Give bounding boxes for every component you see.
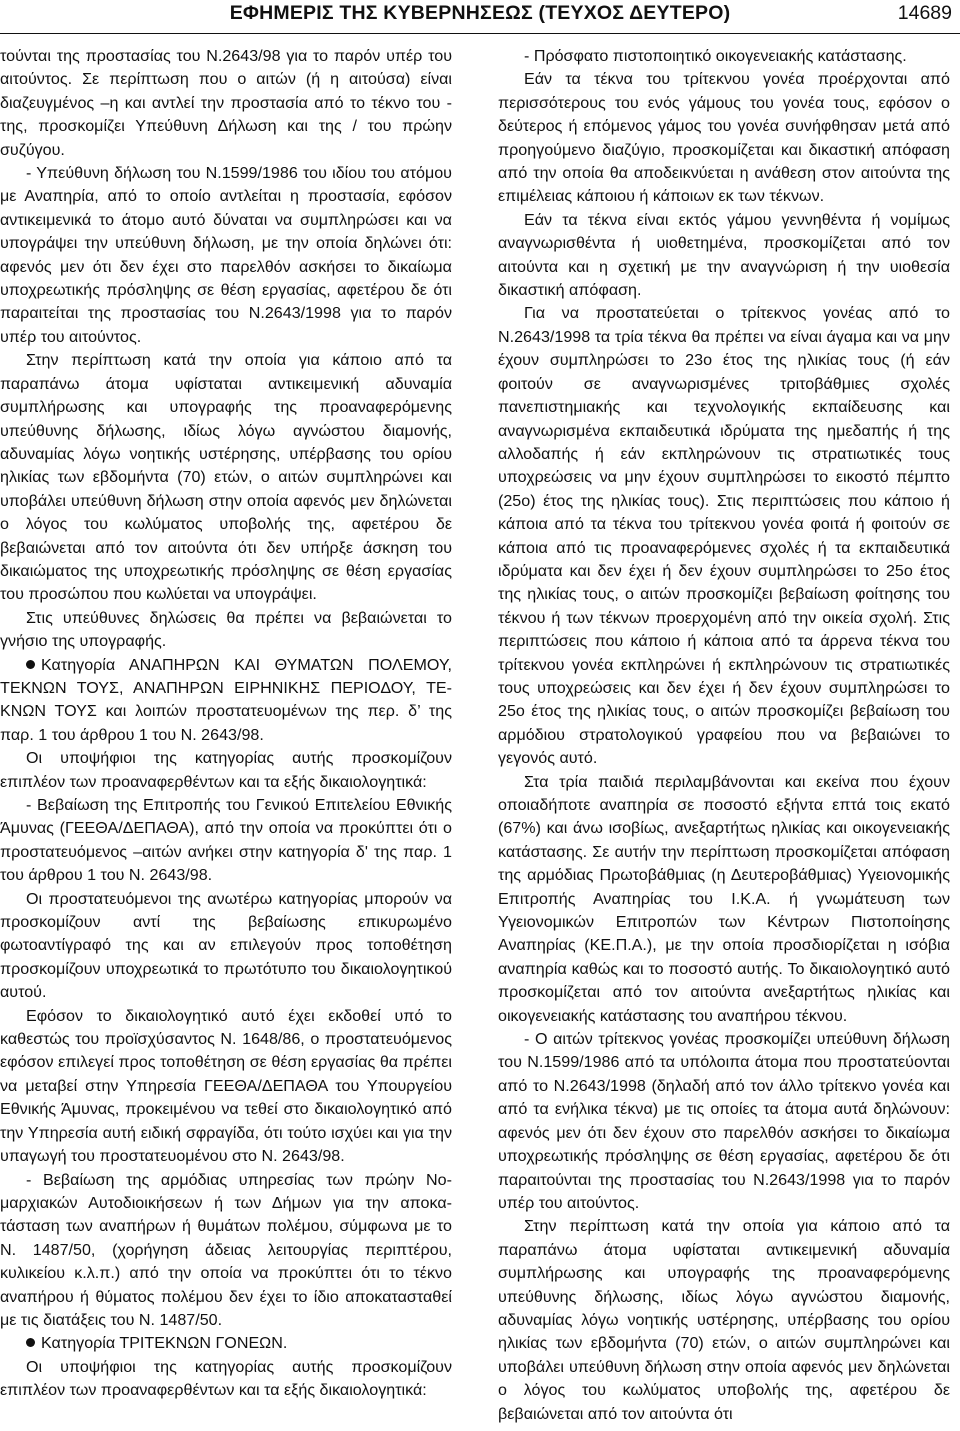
- paragraph: - Πρόσφατο πιστοποιητικό οικογενειακής κατάστασης.: [524, 47, 907, 65]
- paragraph: τούνται της προστασίας του Ν.2643/98 για το παρόν υπέρ του αιτούντος. Σε περίπτωση που ο αιτών (ή η αιτούσα) είναι διαζευγμένος –η και αντλεί την προστασία από το τέκνο του - της, προσκομίζει Υπεύθυνη Δήλωση και της / του πρώην συζύγου.: [0, 47, 452, 159]
- gazette-title: ΕΦΗΜΕΡΙΣ ΤΗΣ ΚΥΒΕΡΝΗΣΕΩΣ (ΤΕΥΧΟΣ ΔΕΥΤΕΡΟ): [229, 2, 731, 24]
- paragraph: - Βεβαίωση της αρμόδιας υπηρεσίας των πρώην Νομαρχιακών Αυτοδιοικήσεων ή των Δήμων για την αποκατάσταση των αναπήρων ή θυμάτων πολέμου, σύμφωνα με το Ν. 1487/50, (χορήγηση άδειας λειτουργίας περιπτέρου, κυλικείου κ.λ.π.) από την οποία να προκύπτει ότι το τέκνο αναπήρου ή θύματος πολέμου δεν έχει το ίδιο αποκατασταθεί με τις διατάξεις του Ν. 1487/50.: [0, 1170, 452, 1329]
- page-header: [0, 0, 960, 32]
- bullet-paragraph: [0, 654, 452, 748]
- paragraph: Στα τρία παιδιά περιλαμβάνονται και εκείνα που έχουν οποιαδήποτε αναπηρία σε ποσοστό εξήντα επτά τοις εκατό (67%) και άνω ισοβίως, ανεξαρτήτως ηλικίας και οικογενειακής κατάστασης. Σε αυτήν την περίπτωση προσκομίζεται απόφαση της αρμόδιας Πρωτοβάθμιας (η Δευτεροβάθμιας) Υγειονομικής Επιτροπής Αναπηρίας του Ι.Κ.Α. ή γνωμάτευση των Υγειονομικών Επιτροπών των Κέντρων Πιστοποίησης Αναπηρίας (ΚΕ.Π.Α.), με την οποία προσδιορίζεται η ισόβια αναπηρία καθώς και το ποσοστό αυτής. Το δικαιολογητικό αυτό προσκομίζεται από τον αιτούντα ανεξαρτήτως ηλικίας και οικογενειακής κατάστασης του αναπήρου τέκνου.: [498, 772, 950, 1025]
- bullet-icon: [26, 660, 35, 669]
- bullet-icon: [26, 1338, 35, 1347]
- paragraph: - Υπεύθυνη δήλωση του Ν.1599/1986 του ιδίου του ατόμου με Αναπηρία, από το οποίο αντλείται η προστασία, εφόσον αντικειμενικά το άτομο αυτό δύναται να συμπληρώσει και να υπογράψει την υπεύθυνη δήλωση, με την οποία δηλώνει ότι: αφενός μεν ότι δεν έχει στο παρελθόν ασκήσει το δικαίωμα υποχρεωτικής πρόσληψης σε θέση εργασίας, αφετέρου δε ότι παραιτείται της προστασίας του Ν.2643/1998 για το παρόν υπέρ του αιτούντος.: [0, 164, 452, 346]
- paragraph: - Ο αιτών τρίτεκνος γονέας προσκομίζει υπεύθυνη δήλωση του Ν.1599/1986 από τα υπόλοιπα άτομα που προστατεύονται από το Ν.2643/1998 (δηλαδή από τον άλλο τρίτεκνο γονέα και από τα ενήλικα τέκνα) με τις οποίες τα άτομα αυτά δηλώνουν: αφενός μεν ότι δεν έχουν στο παρελθόν ασκήσει το δικαίωμα υποχρεωτικής πρόσληψης σε θέση εργασίας, αφετέρου δε ότι παραιτούνται της προστασίας του Ν.2643/1998 για το παρόν υπέρ του αιτούντος.: [498, 1030, 950, 1212]
- bullet-text: Κατηγορία ΑΝΑΠΗΡΩΝ ΚΑΙ ΘΥΜΑΤΩΝ ΠΟΛΕΜΟΥ, ΤΕΚΝΩΝ ΤΟΥΣ, ΑΝΑΠΗΡΩΝ ΕΙΡΗΝΙΚΗΣ ΠΕΡΙΟΔΟΥ, ΤΕΚΝΩΝ ΤΟΥΣ και λοιπών προστατευομένων της περ. δ’ της παρ. 1 του άρθρου 1 του Ν. 2643/98.: [0, 655, 452, 744]
- paragraph: - Βεβαίωση της Επιτροπής του Γενικού Επιτελείου Εθνικής Άμυνας (ΓΕΕΘΑ/ΔΕΠΑΘΑ), από την οποία να προκύπτει ότι ο προστατευόμενος –αιτών ανήκει στην κατηγορία δ' της παρ. 1 του άρθρου 1 του Ν. 2643/98.: [0, 796, 452, 885]
- left-column: [0, 45, 452, 1403]
- paragraph: Για να προστατεύεται ο τρίτεκνος γονέας από το Ν.2643/1998 τα τρία τέκνα θα πρέπει να είναι άγαμα και να μην έχουν συμπληρώσει το 23ο έτος της ηλικίας τους (ή εάν φοιτούν σε αναγνωρισμένες τριτοβάθμιες σχολές πανεπιστημιακής και τεχνολογικής εκπαίδευσης και αναγνωρισμένα εκπαιδευτικά ιδρύματα της ημεδαπής ή της αλλοδαπής ή εάν εκπληρώνουν τις στρατιωτικές τους υποχρεώσεις να μην έχουν συμπληρώσει το εικοστό πέμπτο (25ο) έτος της ηλικίας τους). Στις περιπτώσεις που κάποιο ή κάποια από τα τέκνα του τρίτεκνου γονέα φοιτά ή φοιτούν σε κάποια από τις προαναφερόμενες σχολές ή τα εκπαιδευτικά ιδρύματα και δεν έχει ή δεν έχουν συμπληρώσει το 25ο έτος της ηλικίας τους, ο αιτών προσκομίζει βεβαίωση φοίτησης του τέκνου ή των τέκνων προερχομένη από την οικεία σχολή. Στις περιπτώσεις που κάποιο ή κάποια από τα άρρενα τέκνα του τρίτεκνου γονέα εκπληρώνει ή εκπληρώνουν τις στρατιωτικές τους υποχρεώσεις και δεν έχει ή δεν έχουν συμπληρώσει το 25ο έτος της ηλικίας τους, ο αιτών προσκομίζει βεβαίωση του αρμόδιου στρατολογικού γραφείου που να βεβαιώνει το γεγονός αυτό.: [498, 304, 950, 768]
- header-divider: [0, 33, 960, 34]
- paragraph: Οι προστατευόμενοι της ανωτέρω κατηγορίας μπορούν να προσκομίζουν αντί της βεβαίωσης επικυρωμένο φωτοαντίγραφό της και αν επιλεγούν προς τοποθέτηση προσκομίζουν υποχρεωτικά το πρωτότυπο του δικαιολογητικού αυτού.: [0, 889, 452, 1002]
- paragraph: Στην περίπτωση κατά την οποία για κάποιο από τα παραπάνω άτομα υφίσταται αντικειμενική αδυναμία συμπλήρωσης και υπογραφής της προαναφερόμενης υπεύθυνης δήλωσης, ιδίως λόγω αγνώστου διαμονής, αδυναμίας λόγω νοητικής υστέρησης, υπέρβασης του ορίου ηλικίας των εβδομήντα (70) ετών, ο αιτών συμπληρώνει και υποβάλει υπεύθυνη δήλωση στην οποία αφενός μεν δηλώνεται ο λόγος του κωλύματος υποβολής της, αφετέρου δε βεβαιώνεται από τον αιτούντα ότι: [498, 1217, 950, 1423]
- paragraph: Στις υπεύθυνες δηλώσεις θα πρέπει να βεβαιώνεται το γνήσιο της υπογραφής.: [0, 608, 452, 651]
- paragraph: Εάν τα τέκνα του τρίτεκνου γονέα προέρχονται από περισσότερους του ενός γάμους του γονέα τους, εφόσον ο δεύτερος ή επόμενος γάμος του γονέα συνήφθησαν μετά από προηγούμενο διαζύγιο, προσκομίζεται και δικαστική απόφαση από την οποία θα αποδεικνύεται η ανάθεση στον αιτούντα της επιμέλειας κάποιου ή κάποιων εκ των τέκνων.: [498, 70, 950, 206]
- bullet-paragraph: [0, 1332, 452, 1355]
- paragraph: Εάν τα τέκνα είναι εκτός γάμου γεννηθέντα ή νομίμως αναγνωρισθέντα ή υιοθετημένα, προσκομίζεται από τον αιτούντα και η σχετική με την αναγνώριση ή την υιοθεσία δικαστική απόφαση.: [498, 210, 950, 300]
- paragraph: Εφόσον το δικαιολογητικό αυτό έχει εκδοθεί υπό το καθεστώς του προϊσχύσαντος Ν. 1648/86, ο προστατευόμενος εφόσον επιλεγεί προς τοποθέτηση σε θέση εργασίας θα πρέπει να μεταβεί στην Υπηρεσία ΓΕΕΘΑ/ΔΕΠΑΘΑ του Υπουργείου Εθνικής Άμυνας, προκειμένου να τεθεί στο δικαιολογητικό από την Υπηρεσία αυτή ειδική σφραγίδα, ότι τούτο ισχύει και για την υπαγωγή του προστατευομένου στο Ν. 2643/98.: [0, 1006, 452, 1166]
- right-column: [498, 45, 950, 1426]
- paragraph: Στην περίπτωση κατά την οποία για κάποιο από τα παραπάνω άτομα υφίσταται αντικειμενική αδυναμία συμπλήρωσης και υπογραφής της προαναφερόμενης υπεύθυνης δήλωσης, ιδίως λόγω αγνώστου διαμονής, αδυναμίας λόγω νοητικής υστέρησης, υπέρβασης του ορίου ηλικίας των εβδομήντα (70) ετών, ο αιτών συμπληρώνει και υποβάλει υπεύθυνη δήλωση στην οποία αφενός μεν δηλώνεται ο λόγος του κωλύματος υποβολής της, αφετέρου δε βεβαιώνεται από τον αιτούντα ότι δεν υπήρξε άσκηση του δικαιώματος της υποχρεωτικής πρόσληψης σε θέση εργασίας του προσώπου που κωλύεται να υπογράψει.: [0, 351, 452, 604]
- paragraph: Οι υποψήφιοι της κατηγορίας αυτής προσκομίζουν επιπλέον των προαναφερθέντων και τα εξής δικαιολογητικά:: [0, 749, 452, 791]
- page-number: 14689: [897, 2, 952, 24]
- bullet-text: Κατηγορία ΤΡΙΤΕΚΝΩΝ ΓΟΝΕΩΝ.: [41, 1334, 288, 1353]
- paragraph: Οι υποψήφιοι της κατηγορίας αυτής προσκομίζουν επιπλέον των προαναφερθέντων και τα εξής δικαιολογητικά:: [0, 1357, 452, 1400]
